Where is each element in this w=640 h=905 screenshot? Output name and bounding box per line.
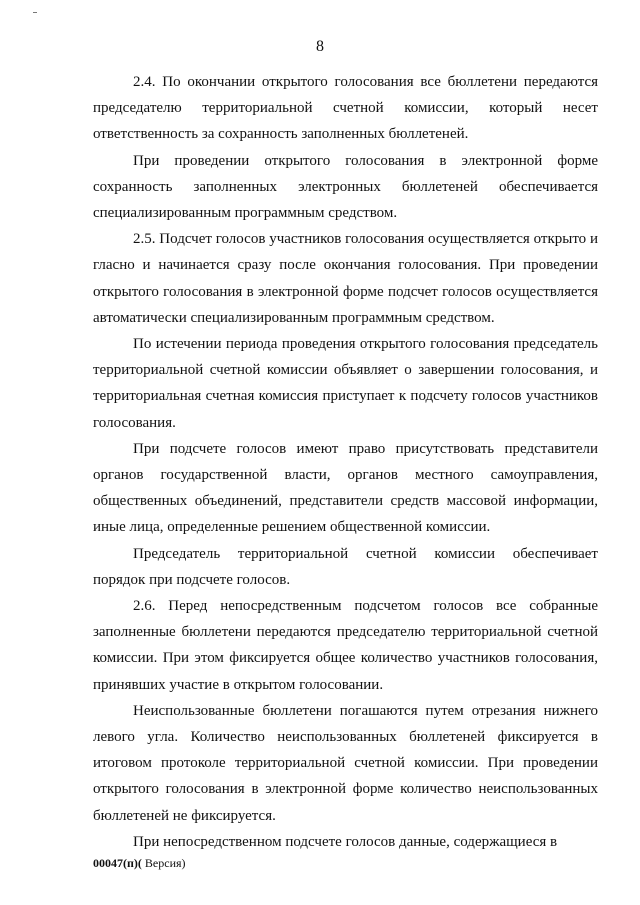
footer-code: 00047(п)(	[93, 856, 142, 870]
paragraph-2-5: 2.5. Подсчет голосов участников голосования осуществляется открыто и гласно и начинается сразу после окончания голосования. При проведении открытого голосования в электронной форме подсчет голосов осуществляется автоматически специализированным программным средством.	[93, 231, 598, 326]
page-number: 8	[316, 38, 324, 55]
document-footer	[93, 856, 186, 871]
paragraph-unused-ballots: Неиспользованные бюллетени погашаются путем отрезания нижнего левого угла. Количество неиспользованных бюллетеней фиксируется в итоговом протоколе территориальной счетной комиссии. При проведении открытого голосования в электронной форме количество неиспользованных бюллетеней не фиксируется.	[93, 702, 598, 824]
paragraph-direct-count: При непосредственном подсчете голосов данные, содержащиеся в	[133, 833, 558, 850]
footer-version: Версия)	[141, 856, 186, 870]
paragraph-observers: При подсчете голосов имеют право присутствовать представители органов государственной власти, органов местного самоуправления, общественных объединений, представители средств массовой информации, иные лица, определенные решением общественной комиссии.	[93, 440, 598, 536]
paragraph-end-of-voting: По истечении периода проведения открытого голосования председатель территориальной счетной комиссии объявляет о завершении голосования, и территориальная счетная комиссия приступает к подсчету голосов участников голосования.	[93, 336, 598, 431]
document-body	[93, 69, 598, 855]
paragraph-2-4: 2.4. По окончании открытого голосования все бюллетени передаются председателю территориальной счетной комиссии, который несет ответственность за сохранность заполненных бюллетеней.	[93, 74, 598, 143]
paragraph-order: Председатель территориальной счетной комиссии обеспечивает порядок при подсчете голосов.	[93, 545, 598, 588]
paragraph-2-6: 2.6. Перед непосредственным подсчетом голосов все собранные заполненные бюллетени передаются председателю территориальной счетной комиссии. При этом фиксируется общее количество участников голосования, принявших участие в открытом голосовании.	[93, 598, 598, 693]
paragraph-electronic-storage: При проведении открытого голосования в электронной форме сохранность заполненных электронных бюллетеней обеспечивается специализированным программным средством.	[93, 152, 598, 222]
scan-mark	[33, 12, 37, 13]
